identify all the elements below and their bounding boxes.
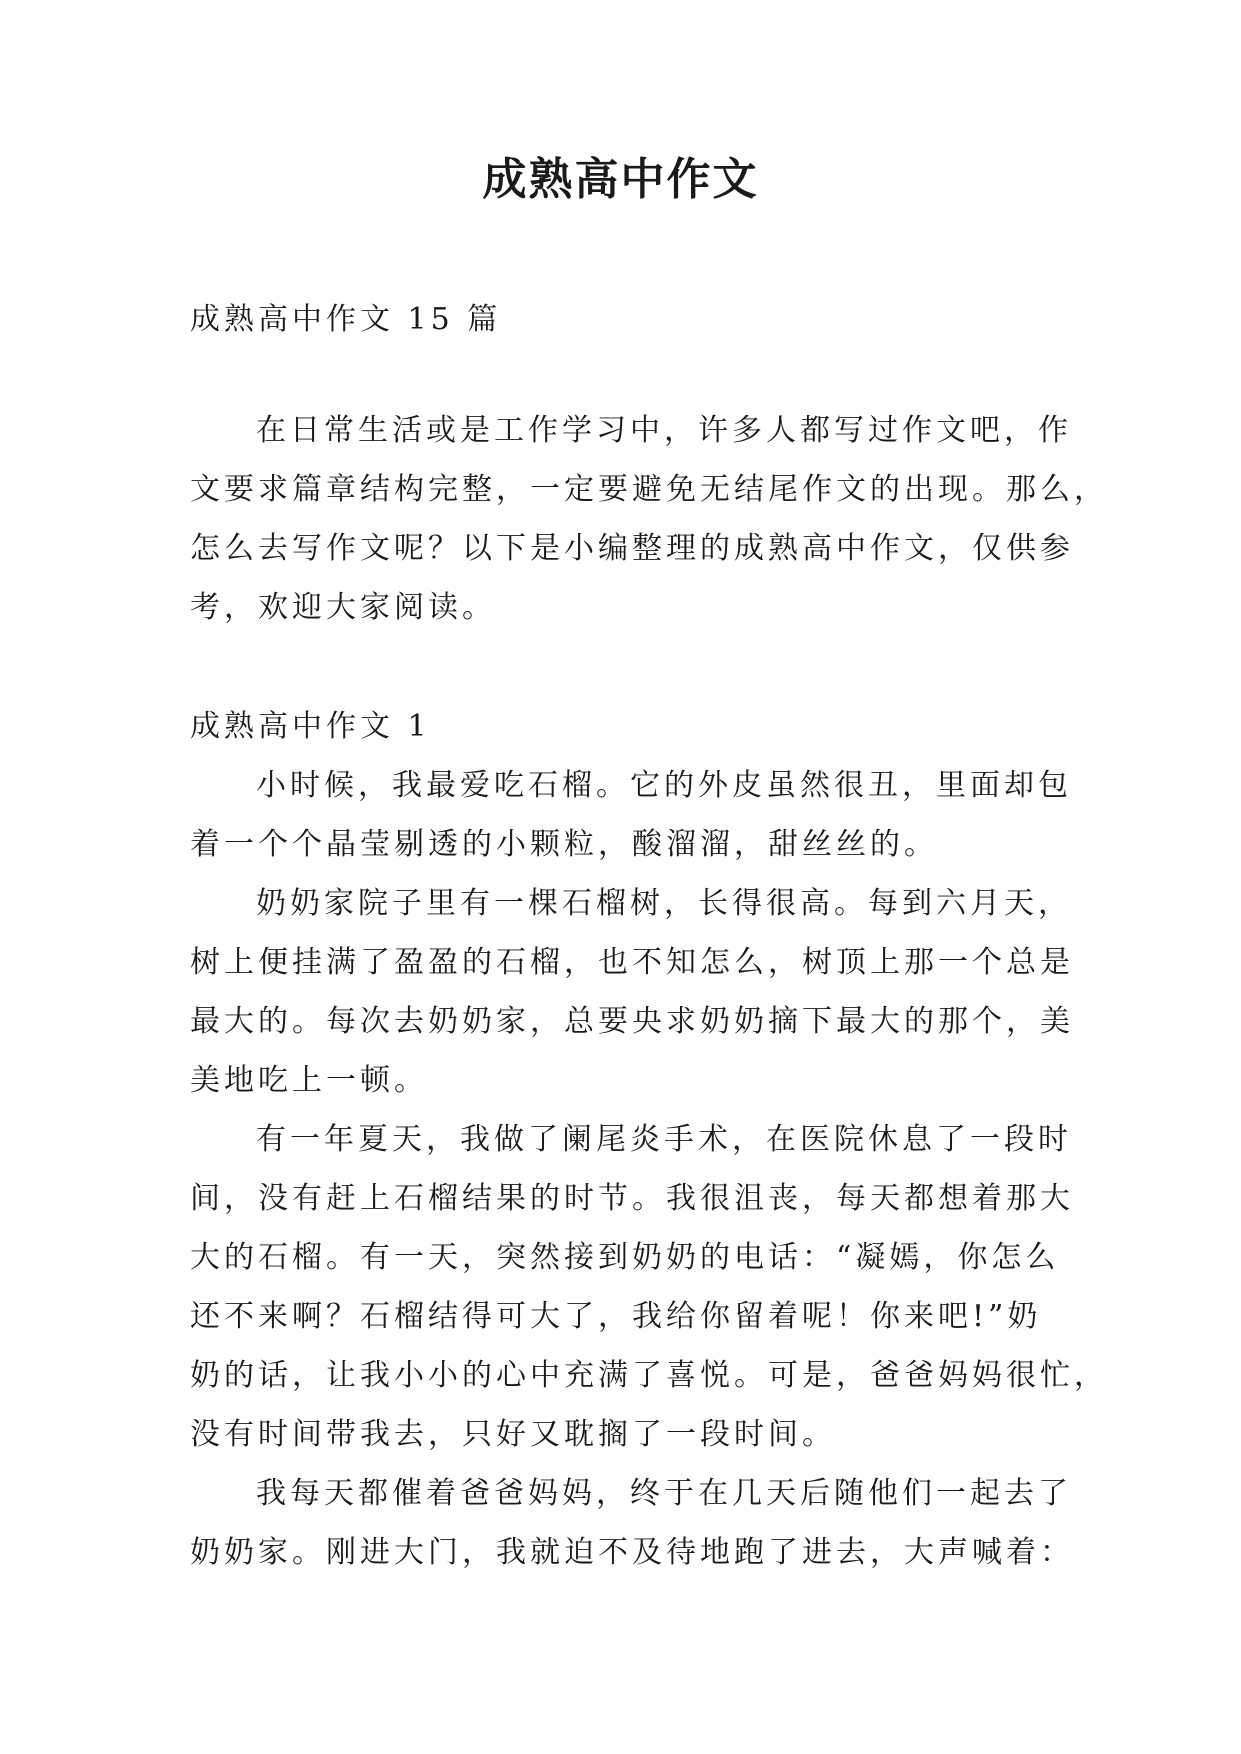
essay-body — [190, 756, 1108, 1582]
section-heading-line: 成熟高中作文 1 — [190, 709, 431, 744]
body-line: 最大的。每次去奶奶家，总要央求奶奶摘下最大的那个，美 — [190, 1004, 1074, 1039]
intro-line: 怎么去写作文呢？以下是小编整理的成熟高中作文，仅供参 — [190, 531, 1074, 566]
body-line: 奶奶家。刚进大门，我就迫不及待地跑了进去，大声喊着： — [190, 1535, 1074, 1570]
document-subtitle — [190, 290, 1060, 349]
body-line: 没有时间带我去，只好又耽搁了一段时间。 — [190, 1417, 836, 1452]
body-line: 我每天都催着爸爸妈妈，终于在几天后随他们一起去了 — [256, 1476, 1072, 1511]
document-title: 成熟高中作文 — [482, 154, 759, 205]
intro-paragraph — [190, 401, 1108, 637]
body-line: 有一年夏天，我做了阑尾炎手术，在医院休息了一段时 — [256, 1122, 1072, 1157]
body-line: 间，没有赶上石榴结果的时节。我很沮丧，每天都想着那大 — [190, 1181, 1074, 1216]
body-line: 奶的话，让我小小的心中充满了喜悦。可是，爸爸妈妈很忙， — [190, 1358, 1108, 1393]
body-line: 大的石榴。有一天，突然接到奶奶的电话：“凝嫣，你怎么 — [190, 1240, 1060, 1275]
body-line: 美地吃上一顿。 — [190, 1063, 428, 1098]
body-line: 小时候，我最爱吃石榴。它的外皮虽然很丑，里面却包 — [256, 768, 1072, 803]
body-line: 着一个个晶莹剔透的小颗粒，酸溜溜，甜丝丝的。 — [190, 827, 938, 862]
body-line: 树上便挂满了盈盈的石榴，也不知怎么，树顶上那一个总是 — [190, 945, 1074, 980]
section-heading — [190, 697, 1060, 756]
intro-line: 考，欢迎大家阅读。 — [190, 590, 496, 625]
body-line: 奶奶家院子里有一棵石榴树，长得很高。每到六月天， — [256, 886, 1072, 921]
subtitle-line: 成熟高中作文 15 篇 — [190, 302, 502, 337]
intro-line: 文要求篇章结构完整，一定要避免无结尾作文的出现。那么， — [190, 472, 1108, 507]
body-line: 还不来啊？石榴结得可大了，我给你留着呢！你来吧!”奶 — [190, 1299, 1042, 1334]
intro-line: 在日常生活或是工作学习中，许多人都写过作文吧，作 — [256, 413, 1072, 448]
